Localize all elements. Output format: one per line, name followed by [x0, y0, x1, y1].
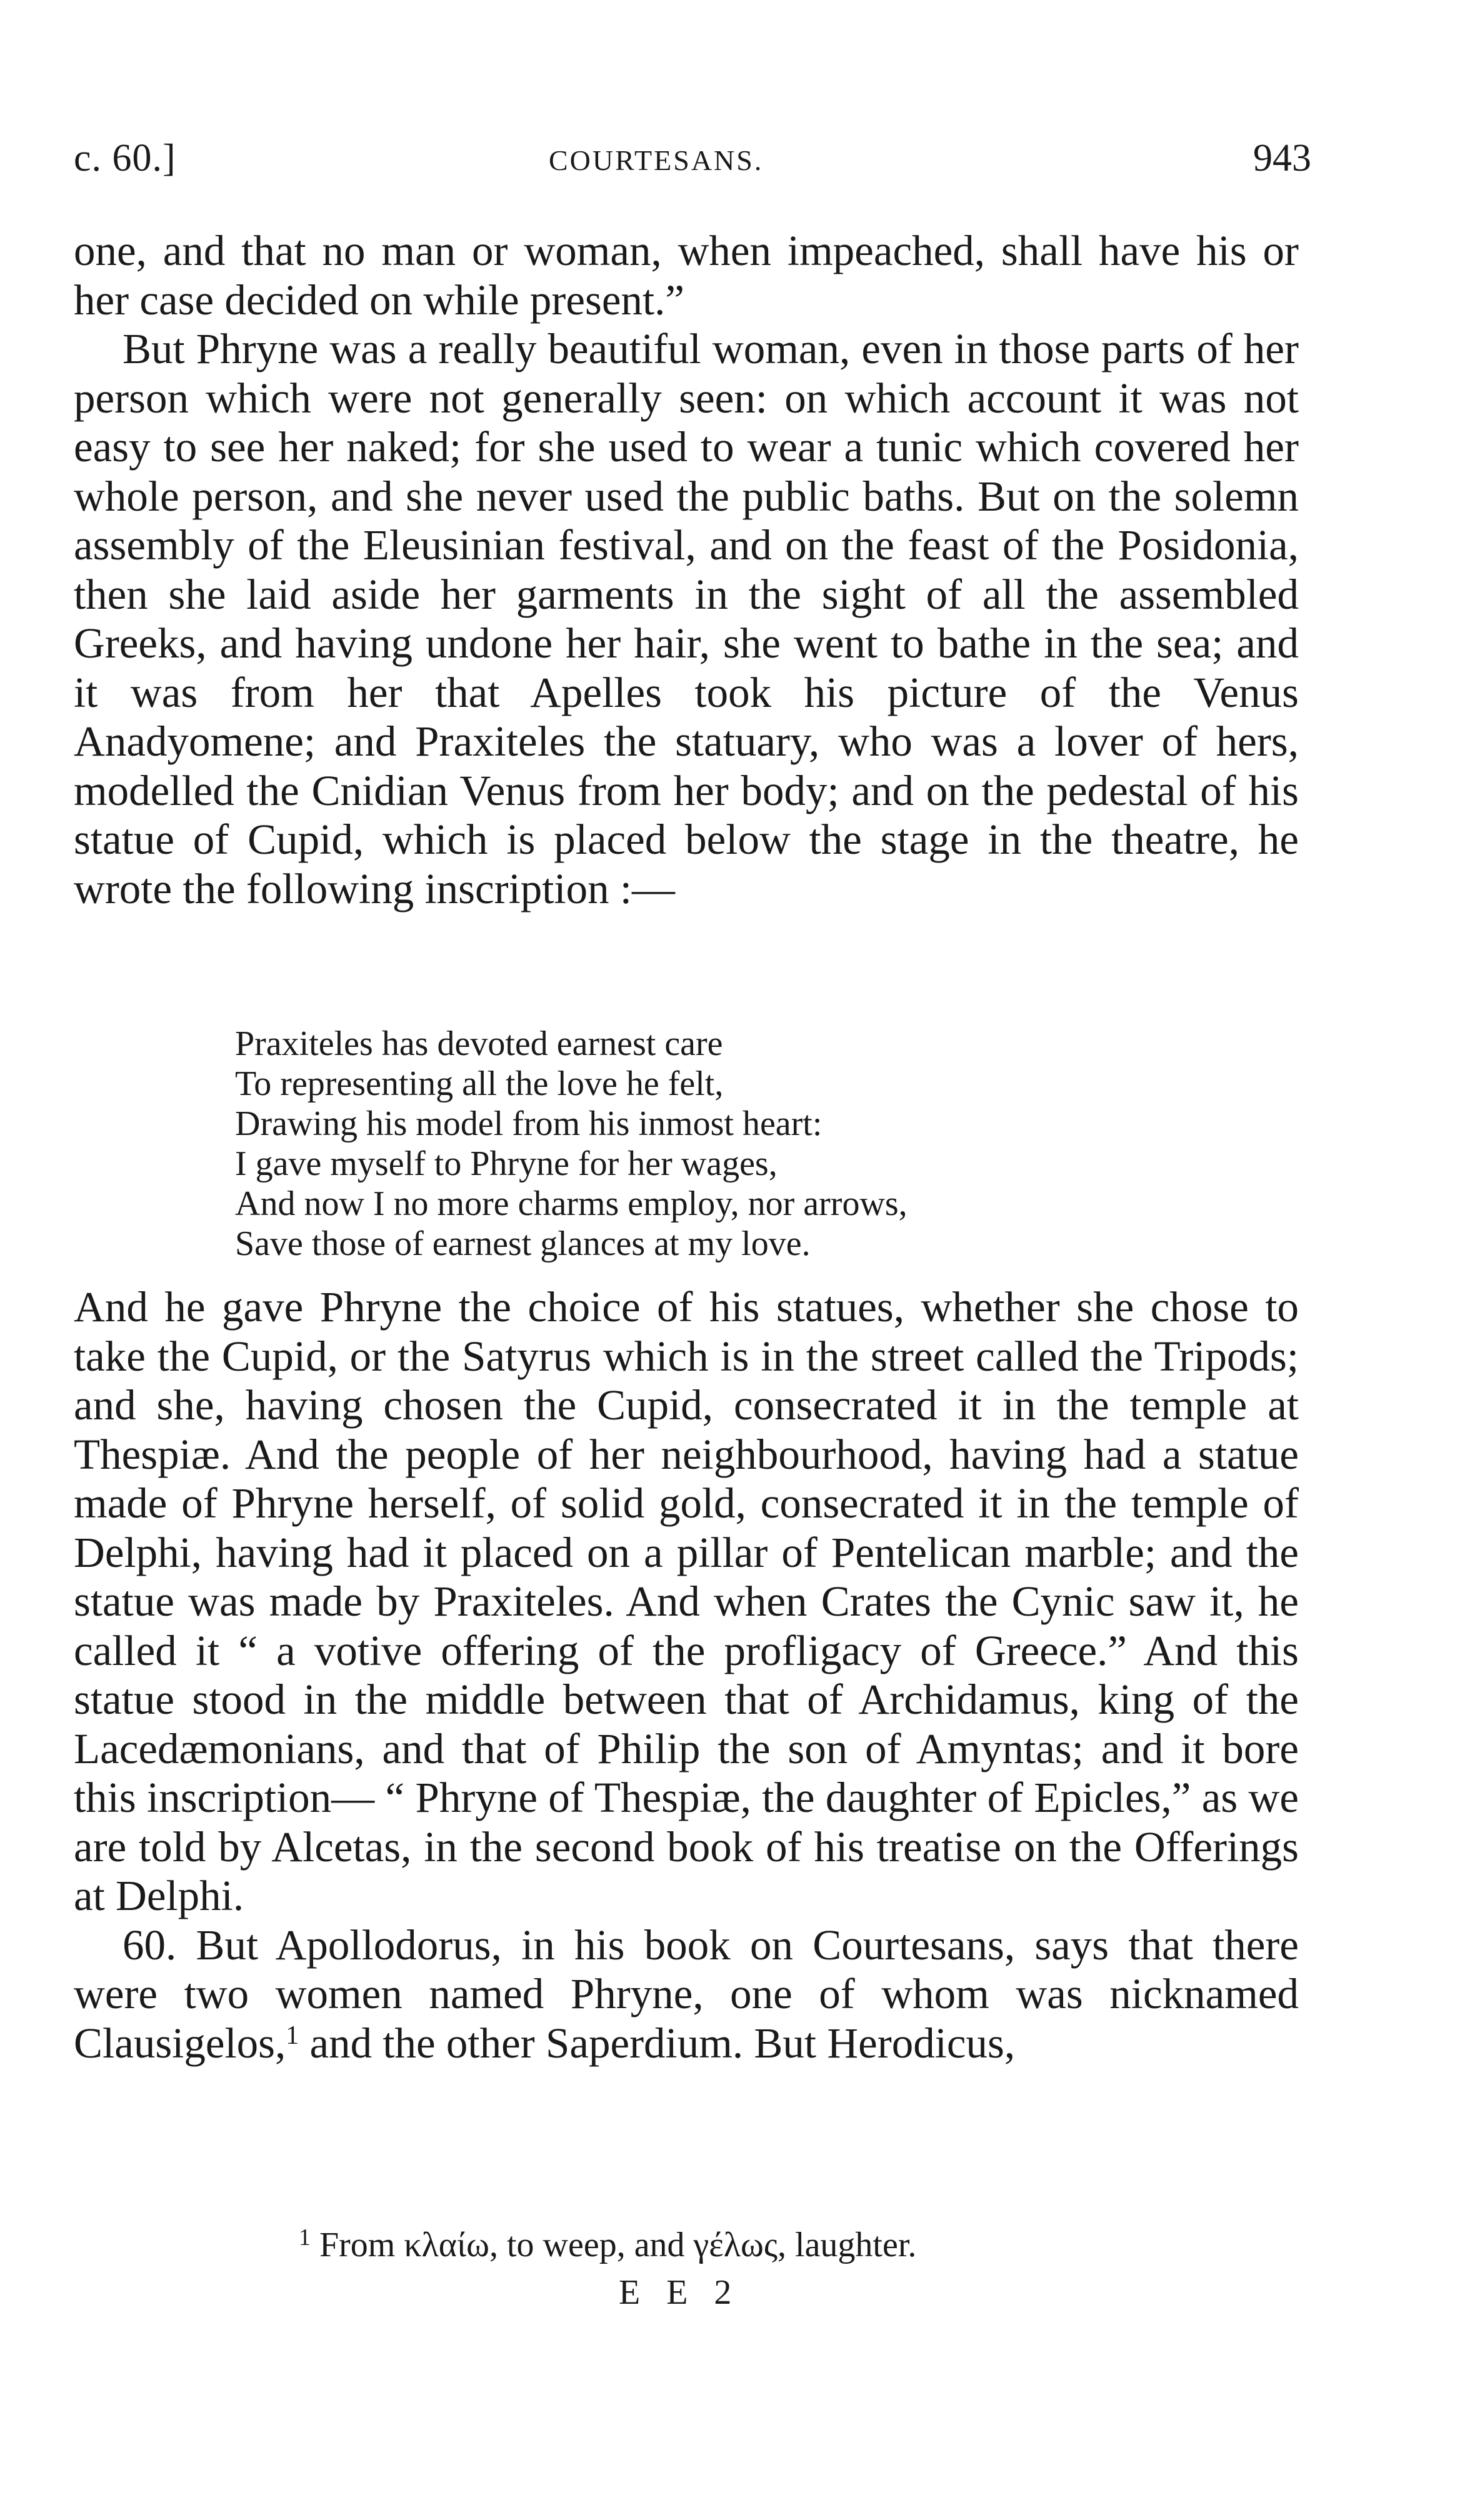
paragraph-statues: And he gave Phryne the choice of his statues, whether she chose to take the Cupid, or the Satyrus which is in the street called the Tripods; and she, having chosen the Cupid, consecrated it in the temple at Thespiæ. And the people of her neighbourhood, having had a statue made of Phryne herself, of solid gold, consecrated it in the temple of Delphi, having had it placed on a pillar of Pentelican marble; and the statue was made by Praxiteles. And when Crates the Cynic saw it, he called it “ a votive offering of the profligacy of Greece.” And this statue stood in the middle between that of Archidamus, king of the Lacedæmonians, and that of Philip the son of Amyntas; and it bore this inscription— “ Phryne of Thespiæ, the daughter of Epicles,” as we are told by Alcetas, in the second book of his treatise on the Offerings at Delphi. — [74, 1283, 1299, 1919]
body-text-upper — [74, 226, 1299, 913]
footnote-marker: 1 — [286, 2021, 299, 2050]
body-text-lower — [74, 1282, 1299, 2068]
paragraph-section-60 — [74, 1921, 1299, 2068]
signature-mark: E E 2 — [619, 2273, 741, 2312]
verse-line: Drawing his model from his inmost heart: — [235, 1104, 822, 1143]
verse-line: I gave myself to Phryne for her wages, — [235, 1144, 778, 1183]
verse-line: Save those of earnest glances at my love. — [235, 1224, 811, 1263]
paragraph-section-60-end: and the other Saperdium. But Herodicus, — [299, 2019, 1016, 2067]
footnote-number: 1 — [299, 2224, 311, 2251]
chapter-reference: c. 60.] — [74, 137, 176, 179]
paragraph-phryne-beauty: But Phryne was a really beautiful woman, even in those parts of her person which were not generally seen: on which account it was not easy to see her naked; for she used to wear a tunic which covered her whole person, and she never used the public baths. But on the solemn assembly of the Eleusinian festival, and on the feast of the Posidonia, then she laid aside her garments in the sight of all the assembled Greeks, and having undone her hair, she went to bathe in the sea; and it was from her that Apelles took his picture of the Venus Anadyomene; and Praxiteles the statuary, who was a lover of hers, modelled the Cnidian Venus from her body; and on the pedestal of his statue of Cupid, which is placed below the stage in the theatre, he wrote the following inscription :— — [74, 325, 1299, 912]
paragraph-section-60-start: 60. But Apollodorus, in his book on Courtesans, says that there were two women named Phryne, one of whom was nicknamed Clausigelos, — [74, 1921, 1299, 2067]
verse-line: To representing all the love he felt, — [235, 1064, 724, 1103]
verse-line: And now I no more charms employ, nor arrows, — [235, 1184, 908, 1223]
running-head — [74, 136, 1311, 192]
running-title: COURTESANS. — [549, 144, 764, 176]
footnote-text: From κλαίω, to weep, and γέλως, laughter. — [311, 2226, 917, 2264]
verse-line: Praxiteles has devoted earnest care — [235, 1024, 723, 1063]
page-number: 943 — [1253, 137, 1311, 179]
footnote — [299, 2224, 1174, 2265]
paragraph-continuation: one, and that no man or woman, when impeached, shall have his or her case decided on while present.” — [74, 227, 1299, 324]
verse-inscription — [235, 1024, 1172, 1264]
